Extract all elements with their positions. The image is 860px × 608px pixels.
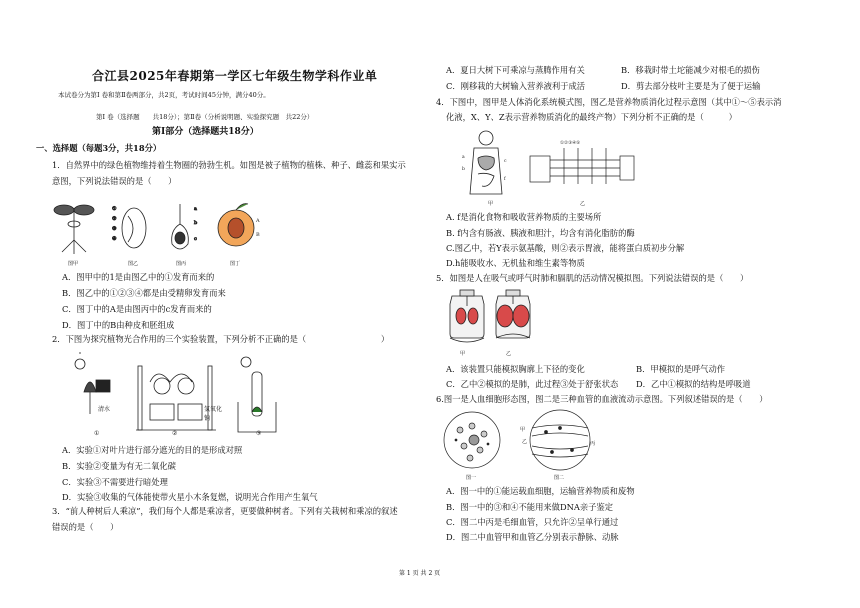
q4-option-d: D.h能吸收水、无机盐和维生素等物质 — [446, 258, 585, 268]
svg-text:a: a — [462, 155, 465, 160]
q6-option-d: D．图二中血管甲和血管乙分别表示静脉、动脉 — [446, 532, 619, 542]
seed-figure — [112, 206, 146, 248]
svg-text:b: b — [462, 167, 465, 172]
q4-option-c: C.图乙中，若Y表示氨基酸，则②表示胃液，能将蛋白质初步分解 — [446, 243, 685, 253]
q6-label-fig2: 图二 — [554, 475, 565, 481]
q2-label-naoh: 氢氧化钠 — [204, 406, 223, 422]
blood-vessels-figure — [530, 410, 590, 470]
q2-stem: 2．下图为探究植物光合作用的三个实验装置，下列分析不正确的是（ ） — [52, 334, 390, 344]
q6-label-jia: 甲 — [520, 427, 526, 433]
q6-label-fig1: 图一 — [466, 475, 477, 481]
q1-option-b: B．图乙中的①②③④都是由受精卵发育而来 — [62, 288, 226, 298]
svg-text:①②③④⑤: ①②③④⑤ — [560, 141, 581, 146]
q1-label-ding: 图丁 — [230, 261, 241, 267]
q5-option-c: C．乙中②模拟的是肺，此过程③处于舒张状态 — [446, 379, 619, 389]
q4-label-jia: 甲 — [488, 201, 494, 207]
digestive-system-figure — [462, 131, 507, 194]
q1-option-d: D．图丁中的B由种皮和胚组成 — [62, 320, 175, 330]
q5-option-a: A．该装置只能模拟胸廓上下径的变化 — [446, 364, 585, 374]
q2-option-a: A．实验①对叶片进行部分遮光的目的是形成对照 — [62, 445, 243, 455]
exam-structure: 第Ⅰ 卷（选择题 共18分）；第Ⅱ卷（分析说明题、实验探究题 共22分） — [96, 113, 314, 121]
q3-stem-line2: 错误的是（ ） — [52, 522, 119, 532]
q1-option-c: C．图丁中的A是由图丙中的c发育而来的 — [62, 304, 212, 314]
blood-cells-figure — [444, 412, 500, 468]
q4-stem-line1: 4．下图中，图甲是人体消化系统模式图，图乙是营养物质消化过程示意图（其中①～⑤表示消 — [436, 97, 782, 107]
q1-figures — [52, 196, 272, 266]
q1-option-a: A．图甲中的1是由图乙中的①发育而来的 — [62, 272, 215, 282]
svg-text:b: b — [194, 220, 198, 226]
svg-text:③: ③ — [112, 226, 117, 232]
q4-option-a: A. f是消化食物和吸收营养物质的主要场所 — [446, 212, 602, 222]
q5-option-b: B．甲模拟的是呼气动作 — [636, 364, 726, 374]
plant-figure — [54, 205, 94, 254]
svg-text:A: A — [256, 218, 260, 224]
page-title: 合江县2025年春期第一学区七年级生物学科作业单 — [92, 69, 378, 83]
q1-label-bing: 图丙 — [176, 261, 187, 267]
q6-label-yi: 乙 — [522, 439, 528, 445]
svg-text:c: c — [504, 159, 507, 164]
q2-figures — [66, 352, 286, 442]
q2-label-water: 清水 — [98, 406, 111, 413]
svg-text:B: B — [256, 232, 260, 238]
q2-label-2: ② — [172, 430, 178, 437]
q3-option-b: B．移栽时带土坨能减少对根毛的损伤 — [621, 65, 760, 75]
q2-label-3: ③ — [256, 430, 262, 437]
q6-label-bing: 丙 — [590, 441, 596, 447]
experiment-3 — [238, 357, 276, 432]
q5-stem: 5．如图是人在吸气或呼气时肺和膈肌的活动情况模拟图。下列说法错误的是（ ） — [436, 273, 749, 283]
q4-stem-line2: 化液，X、Y、Z表示营养物质消化的最终产物）下列分析不正确的是（ ） — [446, 112, 737, 122]
q1-label-yi: 图乙 — [128, 261, 139, 267]
q3-option-c: C．刚移栽的大树输入营养液利于成活 — [446, 81, 586, 91]
q2-label-1: ① — [94, 430, 100, 437]
page-number: 第 1 页 共 2 页 — [399, 570, 441, 577]
q6-stem: 6.图一是人血细胞形态图，图二是三种血管的血液流动示意图。下列叙述错误的是（ ） — [436, 394, 768, 404]
q2-option-d: D．实验③收集的气体能使带火星小木条复燃，说明光合作用产生氧气 — [62, 492, 318, 502]
pistil-figure — [172, 204, 198, 249]
q3-option-a: A．夏日大树下可乘凉与蒸腾作用有关 — [446, 65, 585, 75]
lung-model-jia — [450, 290, 484, 342]
q1-label-jia: 图甲 — [68, 261, 79, 267]
q3-option-d: D．剪去部分枝叶主要是为了便于运输 — [621, 81, 761, 91]
svg-text:a: a — [194, 206, 197, 212]
q5-figures — [440, 286, 540, 356]
q5-label-jia: 甲 — [460, 351, 466, 357]
q4-figures — [460, 128, 640, 206]
svg-text:④: ④ — [112, 236, 117, 242]
q3-stem-line1: 3．“前人种树后人乘凉”，我们每个人都是乘凉者，更要做种树者。下列有关栽树和乘凉的叙述 — [52, 506, 398, 516]
part1-heading: 第Ⅰ部分（选择题共18分） — [152, 127, 259, 137]
svg-text:c: c — [194, 236, 197, 242]
svg-text:②: ② — [112, 216, 117, 222]
q6-option-c: C．图二中丙是毛细血管，只允许②呈单行通过 — [446, 517, 619, 527]
q2-option-c: C．实验③不需要进行暗处理 — [62, 477, 168, 487]
q4-option-b: B. f内含有肠液、胰液和胆汁，均含有消化脂肪的酶 — [446, 228, 635, 238]
exam-info: 本试卷分为第Ⅰ 卷和第Ⅱ卷两部分，共2页，考试时间45分钟，满分40分。 — [58, 91, 270, 99]
svg-text:①: ① — [112, 206, 117, 212]
q5-label-yi: 乙 — [506, 351, 512, 357]
fruit-figure — [218, 204, 260, 246]
q5-option-d: D．乙中①模拟的结构是呼吸道 — [636, 379, 751, 389]
q1-stem-line2: 意图，下列说法错误的是（ ） — [52, 176, 177, 186]
svg-text:f: f — [504, 177, 506, 182]
q1-stem-line1: 1．自然界中的绿色植物维持着生物圈的勃勃生机。如图是被子植物的植株、种子、雌蕊和果实示 — [52, 160, 406, 170]
digestion-process-figure — [530, 140, 634, 184]
q6-option-b: B．图一中的③和④不能用来做DNA亲子鉴定 — [446, 502, 614, 512]
q6-option-a: A．图一中的①能运载血细胞，运输营养物质和废物 — [446, 486, 635, 496]
section1-heading: 一、选择题（每题3分，共18分） — [36, 143, 162, 153]
q4-label-yi: 乙 — [580, 201, 586, 207]
q2-option-b: B．实验②变量为有无二氧化碳 — [62, 461, 176, 471]
lung-model-yi — [496, 290, 530, 338]
